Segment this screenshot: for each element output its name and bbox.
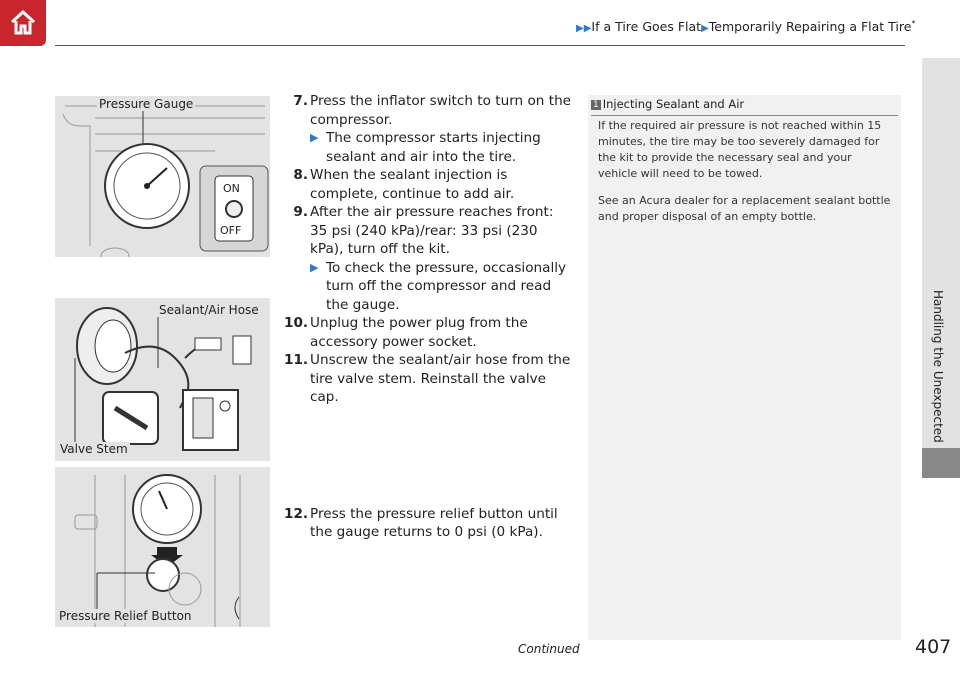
step-text: Press the inflator switch to turn on the compressor. [310, 93, 572, 128]
step-number: 7. [293, 93, 308, 109]
note-divider [591, 115, 898, 116]
page-number: 407 [915, 636, 952, 658]
step-number: 8. [293, 167, 308, 183]
continued-label: Continued [518, 642, 580, 656]
step-8 [284, 166, 574, 203]
instruction-steps [284, 92, 574, 542]
step-number: 12. [284, 505, 309, 522]
result-arrow-icon: ▶ [310, 131, 319, 144]
step-number: 10. [284, 315, 309, 331]
note-title [591, 97, 744, 111]
result-text: To check the pressure, occasionally turn off the compressor and read the gauge. [326, 259, 567, 313]
step-10 [284, 314, 574, 351]
breadcrumb-arrow-icon: ▶▶ [576, 23, 592, 35]
switch-on-label: ON [223, 182, 240, 195]
step-7 [284, 92, 574, 129]
result-text: The compressor starts injecting sealant and air into the tire. [326, 130, 541, 165]
breadcrumb-arrow-icon: ▶ [701, 23, 709, 35]
result-arrow-icon: ▶ [310, 260, 319, 274]
step-11 [284, 351, 574, 407]
section-tab-label: Handling the Unexpected [931, 290, 945, 443]
note-paragraph: See an Acura dealer for a replacement sealant bottle and proper disposal of an empty bottle. [598, 194, 891, 223]
step-7-result [284, 129, 574, 166]
step-9-result [284, 259, 574, 315]
figure-pressure-relief [55, 467, 270, 627]
breadcrumb [576, 19, 915, 34]
section-tab-marker[interactable] [922, 448, 960, 478]
note-body [598, 118, 893, 236]
step-text: When the sealant injection is complete, continue to add air. [310, 167, 515, 202]
valve-stem-label: Valve Stem [60, 442, 128, 456]
step-text: Unplug the power plug from the accessory power socket. [310, 315, 528, 350]
step-text: Press the pressure relief button until the gauge returns to 0 psi (0 kPa). [310, 505, 558, 540]
header-rule [55, 45, 905, 46]
pressure-relief-button-label: Pressure Relief Button [59, 609, 192, 623]
home-button[interactable] [0, 0, 46, 46]
note-paragraph: If the required air pressure is not reached within 15 minutes, the tire may be too severely damaged for the kit to provide the necessary seal and your vehicle will need to be towed. [598, 119, 882, 180]
step-number: 9. [293, 204, 308, 220]
step-text: After the air pressure reaches front: 35 psi (240 kPa)/rear: 33 psi (230 kPa), turn off the kit. [310, 204, 554, 257]
relief-button-illustration [55, 467, 270, 627]
tire-hose-illustration [55, 298, 270, 461]
step-number: 11. [284, 352, 309, 368]
step-12 [284, 505, 574, 542]
figure-pressure-gauge [55, 96, 270, 257]
breadcrumb-item[interactable]: If a Tire Goes Flat [591, 19, 702, 35]
pressure-gauge-label: Pressure Gauge [99, 97, 194, 111]
sealant-air-hose-label: Sealant/Air Hose [159, 303, 259, 317]
note-title-text: Injecting Sealant and Air [602, 97, 745, 111]
switch-off-label: OFF [220, 224, 242, 237]
figure-sealant-hose [55, 298, 270, 461]
step-9 [284, 203, 574, 259]
home-icon [9, 8, 37, 36]
breadcrumb-footnote-mark: * [911, 19, 916, 28]
step-text: Unscrew the sealant/air hose from the tire valve stem. Reinstall the valve cap. [310, 352, 571, 405]
note-marker-icon: 1 [593, 100, 599, 110]
breadcrumb-item-current: Temporarily Repairing a Flat Tire [708, 19, 912, 35]
